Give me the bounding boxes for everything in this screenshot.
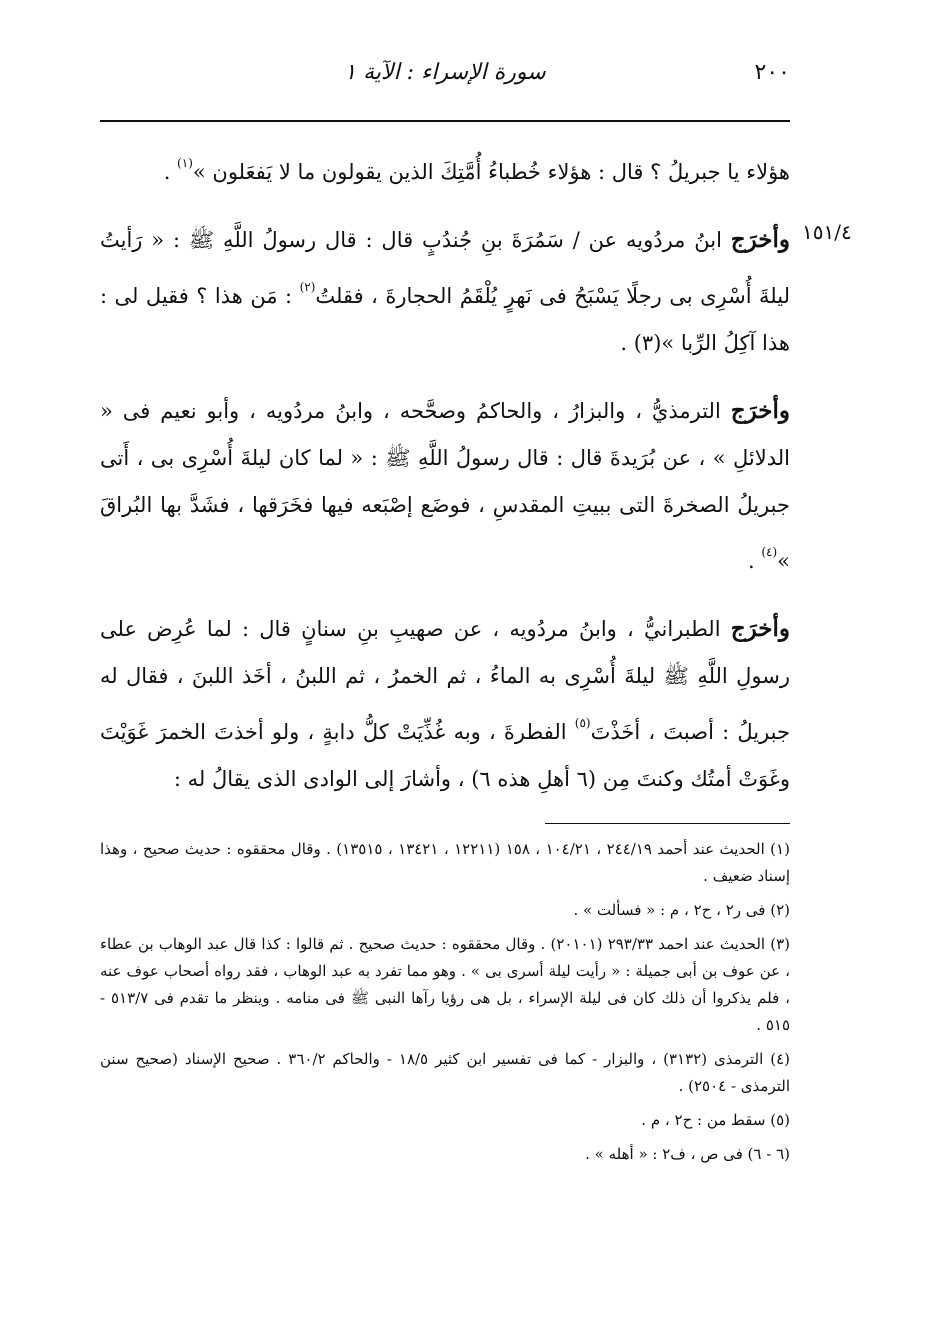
paragraph-lead: وأخرَج xyxy=(730,397,790,424)
paragraph-1 xyxy=(100,140,790,196)
footnotes xyxy=(100,836,790,1175)
paragraph-lead: وأخرَج xyxy=(730,226,790,253)
footnote-1: (١) الحديث عند أحمد ٢٤٤/١٩ ، ١٠٤/٢١ ، ١٥٨ (١٢٢١١ ، ١٣٤٢١ ، ١٣٥١٥) . وقال محققوه : حديث صحيح ، وهذا إسناد ضعيف . xyxy=(100,840,790,885)
footnote-ref: (٤) xyxy=(761,545,778,559)
paragraph-text: ابنُ مردُويه عن / سَمُرَةَ بنِ جُندُبٍ قال : قال رسولُ اللَّهِ ﷺ : « رَأيتُ ليلةَ أُسْرِى بى رجلًا يَسْبَحُ فى نَهرٍ يُلْقَمُ الحجارةَ ، فقلتُ xyxy=(100,228,790,308)
paragraph-lead: وأخرَج xyxy=(730,615,790,642)
body-text xyxy=(100,140,790,803)
footnote-3: (٣) الحديث عند احمد ٢٩٣/٣٣ (٢٠١٠١) . وقال محققوه : حديث صحيح . ثم قالوا : كذا قال عبد الوهاب بن عطاء ، عن عوف بن أبى جميلة : « رأيت ليلة أسرى بى » . وهو مما تفرد به عبد الوهاب ، فقد رواه أصحاب عوف عنه ، فلم يذكروا أن ذلك كان فى ليلة الإسراء ، بل هى رؤيا رآها النبى ﷺ فى منامه . وينظر ما تقدم فى ٥١٣/٧ - ٥١٥ . xyxy=(100,935,791,1034)
footnote-ref: (١) xyxy=(177,156,193,170)
page-header xyxy=(100,56,790,96)
footnote-ref: (٢) xyxy=(299,280,316,294)
footnote-4: (٤) الترمذى (٣١٣٢) ، والبزار - كما فى تفسير ابن كثير ١٨/٥ - والحاكم ٣٦٠/٢ . صحيح الإسناد (صحيح سنن الترمذى - ٢٥٠٤) . xyxy=(100,1050,790,1095)
footnote-2: (٢) فى ر٢ ، ح٢ ، م : « فسألت » . xyxy=(573,901,790,919)
paragraph-tail: . xyxy=(163,160,178,184)
paragraph-3 xyxy=(100,387,790,585)
page-number: ٢٠٠ xyxy=(754,60,790,85)
paragraph-4 xyxy=(100,605,790,803)
paragraph-tail: : مَن هذا ؟ فقيل لى : هذا آكِلُ الرِّبا »(٣) . xyxy=(100,284,790,355)
paragraph-text: الطبرانيُّ ، وابنُ مردُويه ، عن صهيبِ بنِ سنانٍ قال : لما عُرِض على رسولِ اللَّهِ ﷺ ليلةَ أُسْرِى به الماءُ ، ثم الخمرُ ، ثم اللبنُ ، أخَذ اللبنَ ، فقال له جبريلُ : أصبتَ ، أخَذْتَ xyxy=(100,617,790,744)
running-title: سورة الإسراء : الآية ١ xyxy=(344,60,546,85)
footnote-rule xyxy=(545,823,790,824)
paragraph-tail: . xyxy=(747,549,762,573)
footnote-ref: (٥) xyxy=(574,716,591,730)
paragraph-tail: الفطرةَ ، وبه غُذِّيَتْ كلُّ دابةٍ ، ولو أخذتَ الخمرَ غَوَيْتَ وغَوَتْ أمتُك وكنتَ مِن (٦ أهلِ هذه ٦) ، وأشارَ إلى الوادى الذى يقالُ له : xyxy=(100,720,790,791)
footnote-6: (٦ - ٦) فى ص ، ف٢ : « أهله » . xyxy=(585,1145,790,1163)
header-rule xyxy=(100,120,790,122)
margin-reference: ١٥١/٤ xyxy=(802,220,852,244)
paragraph-text: هؤلاء يا جبريلُ ؟ قال : هؤلاء خُطباءُ أُمَّتِكَ الذين يقولون ما لا يَفعَلون » xyxy=(192,160,790,184)
paragraph-text: الترمذيُّ ، والبزارُ ، والحاكمُ وصحَّحه ، وابنُ مردُويه ، وأبو نعيم فى « الدلائلِ » ، عن بُرَيدةَ قال : قال رسولُ اللَّهِ ﷺ : « لما كان ليلةَ أُسْرِى بى ، أَتى جبريلُ الصخرةَ التى ببيتِ المقدسِ ، فوضَع إصْبَعه فيها فخَرَقها ، فشَدَّ بها البُراقَ » xyxy=(100,399,790,573)
footnote-5: (٥) سقط من : ح٢ ، م . xyxy=(641,1111,790,1129)
paragraph-2 xyxy=(100,216,790,367)
